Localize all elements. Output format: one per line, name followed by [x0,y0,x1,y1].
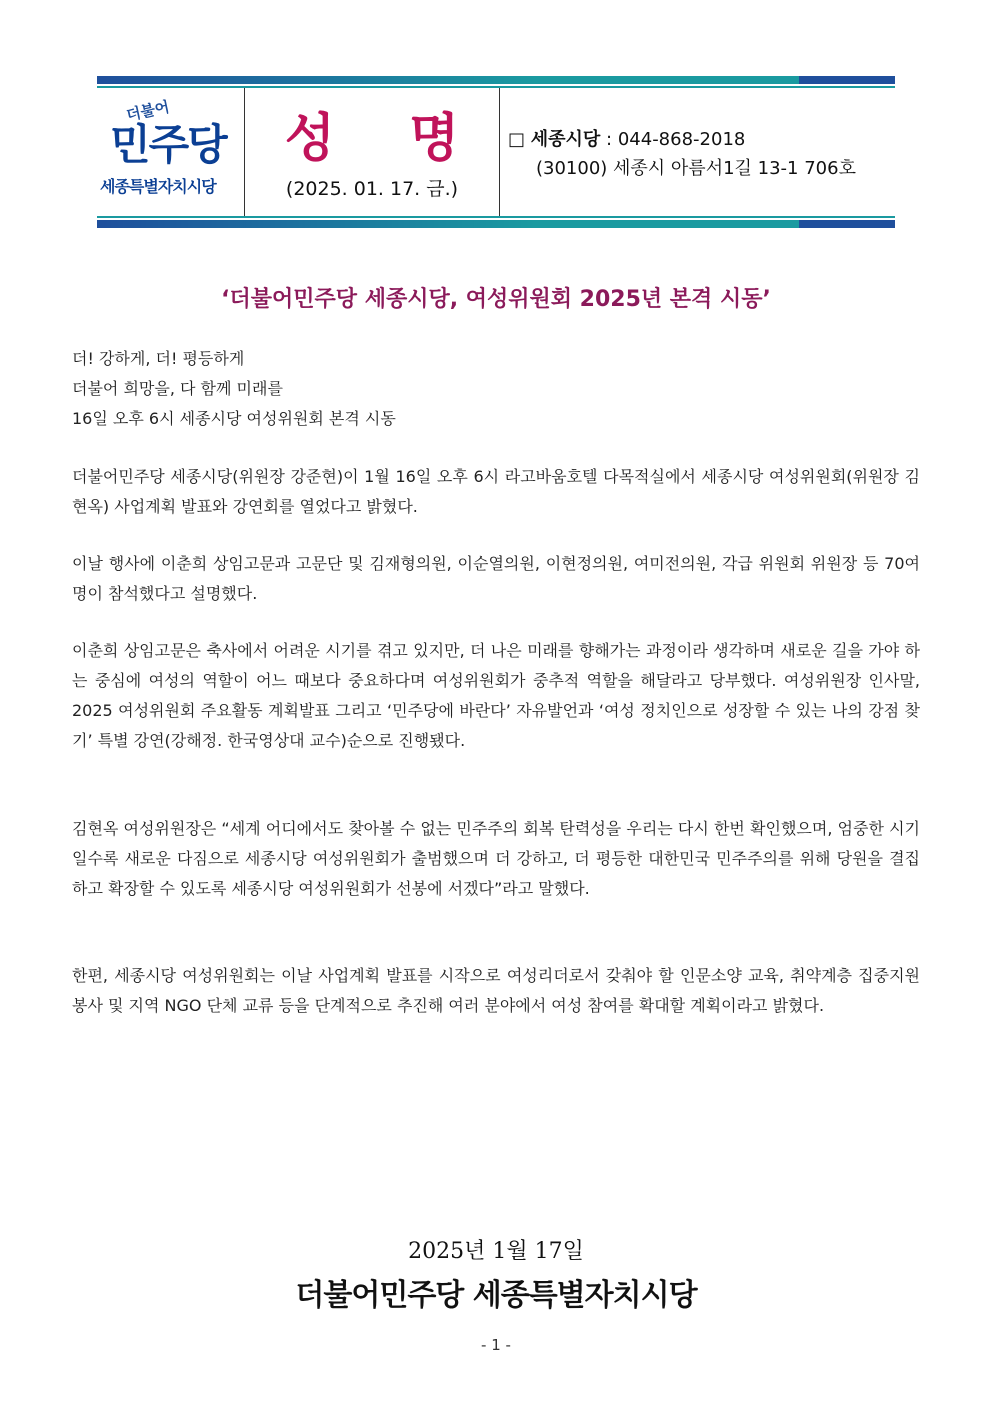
headline: ‘더불어민주당 세종시당, 여성위원회 2025년 본격 시동’ [221,287,771,312]
logo-small-text: 더불어 [124,97,171,125]
header-bottom-thin-bar [97,216,895,218]
logo-sub-text: 세종특별자치시당 [100,177,216,196]
header-divider-right [499,88,500,216]
header-top-thin-bar [97,86,895,88]
body-paragraph: 더불어민주당 세종시당(위원장 강준현)이 1월 16일 오후 6시 라고바움호텔 다목적실에서 세종시당 여성위원회(위원장 김현옥) 사업계획 발표와 강연회를 열었다고 밝혔다. [72,467,920,516]
header-top-bar [97,76,895,84]
body-paragraph: 한편, 세종시당 여성위원회는 이날 사업계획 발표를 시작으로 여성리더로서 갖춰야 할 인문소양 교육, 취약계층 집중지원 봉사 및 지역 NGO 단체 교류 등을 단계적으로 추진해 여러 분야에서 여성 참여를 확대할 계획이라고 밝혔다. [72,966,920,1015]
contact-phone-line [508,125,745,151]
document-title: 성 명 [284,109,488,169]
body-paragraph: 김현옥 여성위원장은 “세계 어디에서도 찾아볼 수 없는 민주주의 회복 탄력성을 우리는 다시 한번 확인했으며, 엄중한 시기일수록 새로운 다짐으로 세종시당 여성위원회가 출범했으며 더 강하고, 더 평등한 대한민국 민주주의를 위해 당원을 결집하고 확장할 수 있도록 세종시당 여성위원회가 선봉에 서겠다”라고 말했다. [72,819,920,898]
signature-organization: 더불어민주당 세종특별자치시당 [295,1278,697,1313]
subtitle-block [72,344,920,434]
subtitle-line: 16일 오후 6시 세종시당 여성위원회 본격 시동 [72,409,396,428]
header-bottom-bar [97,220,895,228]
page-number: - 1 - [481,1336,511,1354]
body-paragraph: 이날 행사에 이춘희 상임고문과 고문단 및 김재형의원, 이순열의원, 이현정의원, 여미전의원, 각급 위원회 위원장 등 70여 명이 참석했다고 설명했다. [72,554,920,603]
subtitle-line: 더불어 희망을, 다 함께 미래를 [72,379,283,398]
document-date: (2025. 01. 17. 금.) [285,178,459,200]
checkbox-square-icon: □ [508,129,526,150]
party-logo [100,97,245,210]
contact-phone: : 044-868-2018 [606,129,746,150]
contact-label: 세종시당 [530,129,601,150]
contact-address: (30100) 세종시 아름서1길 13-1 706호 [536,158,856,179]
body-paragraph: 이춘희 상임고문은 축사에서 어려운 시기를 겪고 있지만, 더 나은 미래를 향해가는 과정이라 생각하며 새로운 길을 가야 하는 중심에 여성의 역할이 어느 때보다 중요하다며 여성위원회가 중추적 역할을 해달라고 당부했다. 여성위원장 인사말, 2025 여성위원회 주요활동 계획발표 그리고 ‘민주당에 바란다’ 자유발언과 ‘여성 정치인으로 성장할 수 있는 나의 강점 찾기’ 특별 강연(강해정. 한국영상대 교수)순으로 진행됐다. [72,641,920,750]
signature-date: 2025년 1월 17일 [408,1239,584,1264]
logo-main-text: 민주당 [110,120,226,169]
subtitle-line: 더! 강하게, 더! 평등하게 [72,349,245,368]
